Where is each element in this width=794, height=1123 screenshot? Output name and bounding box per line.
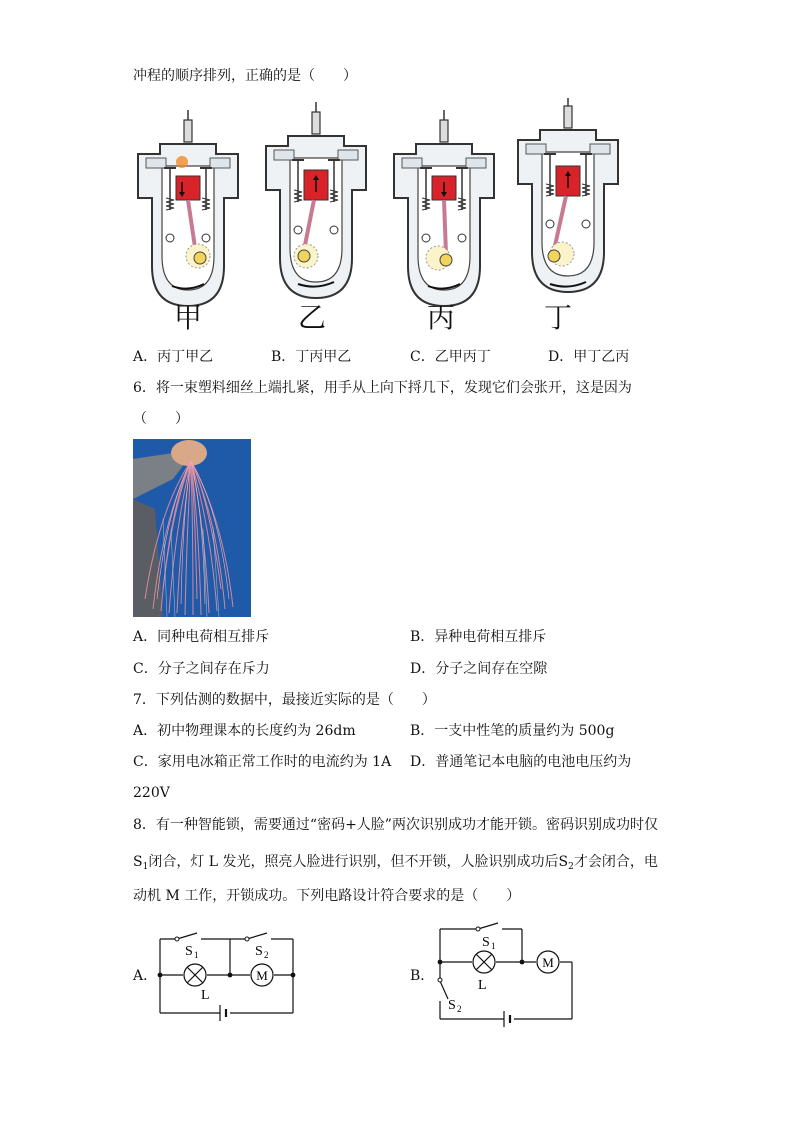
plastic-strings-photo — [133, 439, 251, 617]
svg-text:2: 2 — [457, 1004, 462, 1014]
circuit-b-motor-label: M — [542, 955, 554, 970]
engine-label-ding: 丁 — [544, 301, 573, 334]
engine-diagrams — [130, 98, 670, 306]
svg-text:1: 1 — [491, 941, 496, 951]
q6-stem-line2: （ ） — [133, 411, 189, 427]
q5-option-a[interactable]: A．丙丁甲乙 — [133, 349, 214, 365]
q8-stem-line1: 8．有一种智能锁，需要通过“密码+人脸”两次识别成功才能开锁。密码识别成功时仅 — [133, 817, 658, 833]
circuit-a-s1-label: S — [185, 944, 193, 959]
engine-label-jia: 甲 — [174, 301, 203, 334]
q8-option-a-label[interactable]: A． — [133, 968, 158, 984]
svg-text:2: 2 — [264, 950, 269, 960]
engine-label-bing: 丙 — [427, 301, 456, 334]
q5-option-d[interactable]: D．甲丁乙丙 — [548, 349, 630, 365]
circuit-b-s2-label: S — [448, 998, 456, 1013]
q8-stem-line3: 动机 M 工作，开锁成功。下列电路设计符合要求的是（ ） — [133, 888, 521, 904]
circuit-a[interactable] — [155, 925, 300, 1025]
q7-option-a[interactable]: A．初中物理课本的长度约为 26dm — [133, 723, 356, 739]
q5-option-b[interactable]: B．丁丙甲乙 — [271, 349, 352, 365]
q8-option-b-label[interactable]: B． — [410, 968, 435, 984]
q5-option-c[interactable]: C．乙甲丙丁 — [410, 349, 491, 365]
circuit-a-s2-label: S — [255, 944, 263, 959]
q7-option-b[interactable]: B．一支中性笔的质量约为 500g — [410, 723, 615, 739]
svg-text:1: 1 — [194, 950, 199, 960]
circuit-b-lamp-label: L — [478, 978, 487, 993]
circuit-a-motor-label: M — [256, 968, 268, 983]
q6-option-c[interactable]: C．分子之间存在斥力 — [133, 661, 270, 677]
q8-stem-line2: $S_1$闭合，灯 L 发光，照亮人脸进行识别，但不开锁，人脸识别成功后$S_2$才会闭合，电 — [133, 854, 658, 872]
q7-stem: 7．下列估测的数据中，最接近实际的是（ ） — [133, 692, 436, 708]
q7-option-c[interactable]: C．家用电冰箱正常工作时的电流约为 1A — [133, 754, 392, 770]
q7-option-d-cont: 220V — [133, 785, 170, 801]
circuit-a-lamp-label: L — [201, 988, 210, 1003]
engine-label-yi: 乙 — [298, 301, 327, 334]
q5-stem-tail: 冲程的顺序排列，正确的是（ ） — [133, 68, 357, 84]
q6-option-a[interactable]: A．同种电荷相互排斥 — [133, 629, 270, 645]
q6-stem-line1: 6．将一束塑料细丝上端扎紧，用手从上向下捋几下，发现它们会张开，这是因为 — [133, 380, 632, 396]
q6-option-b[interactable]: B．异种电荷相互排斥 — [410, 629, 547, 645]
circuit-b-s1-label: S — [482, 935, 490, 950]
circuit-b[interactable] — [432, 917, 582, 1027]
q6-option-d[interactable]: D．分子之间存在空隙 — [410, 661, 548, 677]
q7-option-d[interactable]: D．普通笔记本电脑的电池电压约为 — [410, 754, 632, 770]
